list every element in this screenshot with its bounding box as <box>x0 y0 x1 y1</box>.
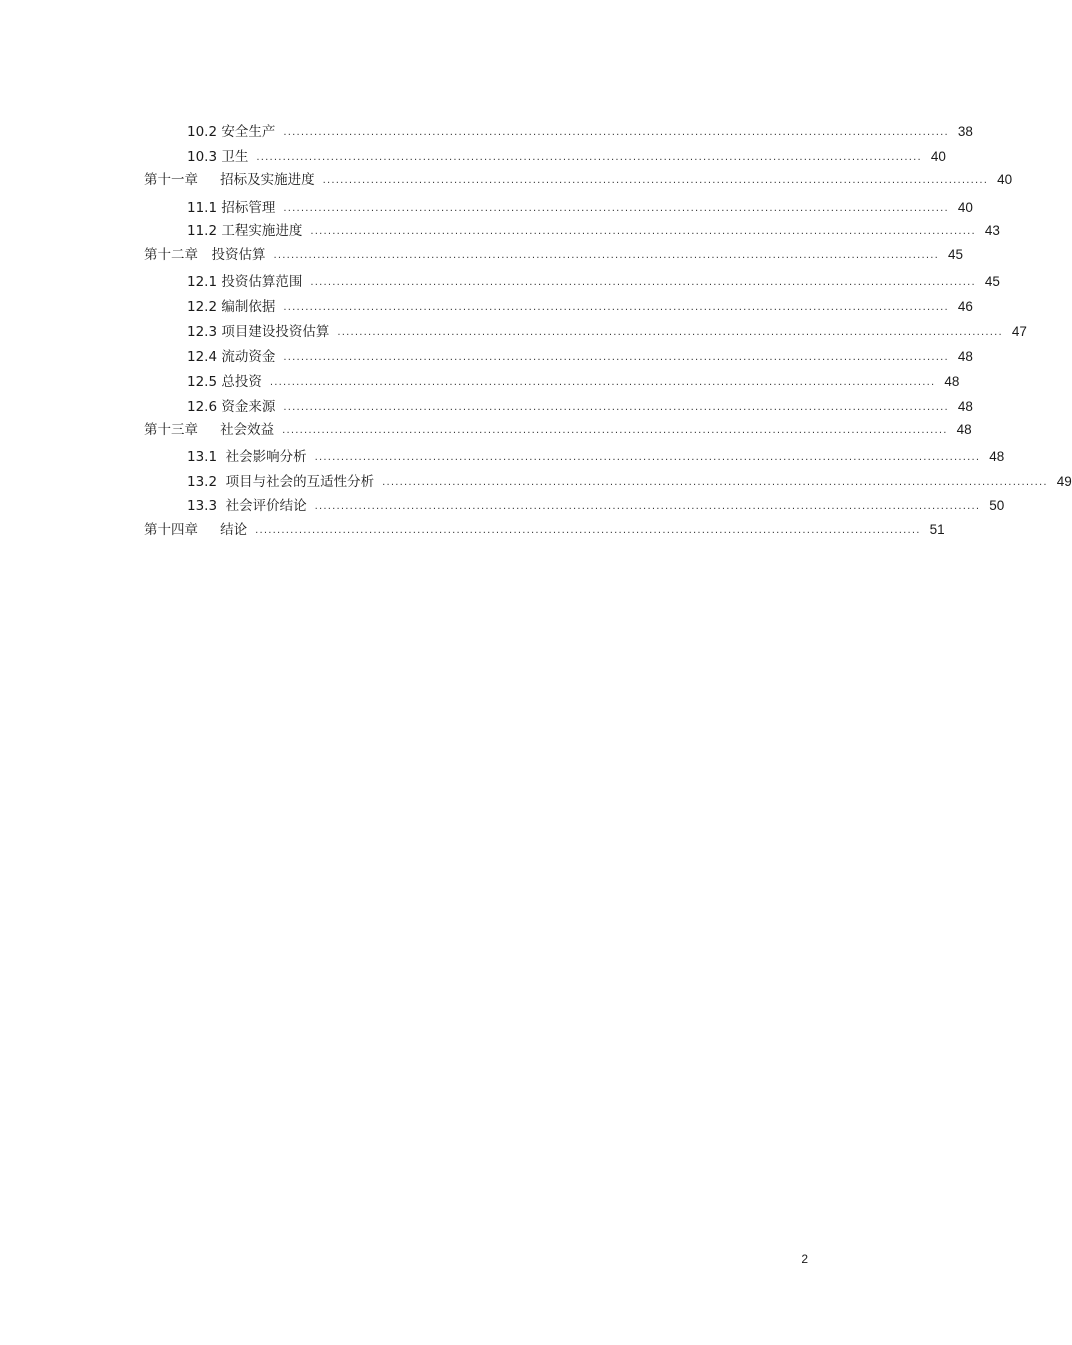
toc-leader-dots: ........................................................................................................................................................ <box>256 152 922 163</box>
toc-entry-page: 40 <box>930 149 946 164</box>
toc-entry-page: 48 <box>989 449 1005 464</box>
toc-entry-page: 48 <box>956 422 972 437</box>
toc-entry-page: 51 <box>929 522 945 537</box>
toc-leader-dots: ........................................................................................................................................................ <box>314 452 981 463</box>
toc-entry-label: 12.4 流动资金 <box>187 349 276 365</box>
toc-entry-page: 43 <box>984 223 1000 238</box>
toc-entry-13-2[interactable] <box>187 471 1072 491</box>
toc-entry-11-2[interactable] <box>187 220 1000 240</box>
toc-entry-page: 40 <box>957 200 973 215</box>
toc-entry-label: 13.3 社会评价结论 <box>187 498 307 514</box>
toc-entry-page: 46 <box>957 299 973 314</box>
toc-leader-dots: ........................................................................................................................................................ <box>382 477 1048 488</box>
toc-entry-label: 12.3 项目建设投资估算 <box>187 324 330 340</box>
toc-entry-chapter-12[interactable] <box>144 244 964 264</box>
toc-leader-dots: ........................................................................................................................................................ <box>283 352 949 363</box>
toc-leader-dots: ........................................................................................................................................................ <box>283 302 949 313</box>
toc-entry-page: 47 <box>1011 324 1027 339</box>
toc-leader-dots: ........................................................................................................................................................ <box>337 327 1003 338</box>
toc-entry-label: 第十三章 社会效益 <box>144 422 275 438</box>
toc-entry-page: 45 <box>948 247 964 262</box>
toc-leader-dots: ........................................................................................................................................................ <box>314 501 981 512</box>
toc-entry-label: 11.1 招标管理 <box>187 200 276 216</box>
toc-leader-dots: ........................................................................................................................................................ <box>310 226 976 237</box>
toc-leader-dots: ........................................................................................................................................................ <box>322 175 989 186</box>
toc-entry-page: 48 <box>944 374 960 389</box>
toc-entry-13-3[interactable] <box>187 495 1005 515</box>
toc-entry-label: 13.2 项目与社会的互适性分析 <box>187 474 375 490</box>
toc-entry-label: 10.2 安全生产 <box>187 124 276 140</box>
toc-entry-12-4[interactable] <box>187 346 973 366</box>
toc-entry-page: 45 <box>984 274 1000 289</box>
toc-leader-dots: ........................................................................................................................................................ <box>255 525 921 536</box>
toc-entry-label: 第十一章 招标及实施进度 <box>144 172 315 188</box>
toc-entry-label: 12.1 投资估算范围 <box>187 274 303 290</box>
toc-entry-12-3[interactable] <box>187 321 1027 341</box>
toc-entry-label: 11.2 工程实施进度 <box>187 223 303 239</box>
toc-entry-chapter-11[interactable] <box>144 169 1013 189</box>
toc-entry-label: 第十四章 结论 <box>144 522 248 538</box>
toc-entry-10-3[interactable] <box>187 146 946 166</box>
page-number: 2 <box>801 1252 808 1266</box>
toc-entry-page: 40 <box>997 172 1013 187</box>
toc-leader-dots: ........................................................................................................................................................ <box>282 425 948 436</box>
toc-entry-page: 38 <box>957 124 973 139</box>
toc-entry-12-2[interactable] <box>187 296 973 316</box>
toc-entry-12-6[interactable] <box>187 396 973 416</box>
toc-leader-dots: ........................................................................................................................................................ <box>283 203 949 214</box>
toc-leader-dots: ........................................................................................................................................................ <box>283 127 949 138</box>
toc-entry-13-1[interactable] <box>187 446 1005 466</box>
table-of-contents <box>0 0 1072 560</box>
toc-entry-label: 10.3 卫生 <box>187 149 249 165</box>
toc-entry-label: 12.6 资金来源 <box>187 399 276 415</box>
toc-entry-label: 13.1 社会影响分析 <box>187 449 307 465</box>
toc-leader-dots: ........................................................................................................................................................ <box>273 250 940 261</box>
toc-entry-page: 50 <box>989 498 1005 513</box>
toc-entry-label: 12.2 编制依据 <box>187 299 276 315</box>
toc-entry-label: 第十二章 投资估算 <box>144 247 266 263</box>
toc-entry-chapter-13[interactable] <box>144 419 972 439</box>
toc-entry-12-1[interactable] <box>187 271 1000 291</box>
toc-entry-11-1[interactable] <box>187 197 973 217</box>
toc-leader-dots: ........................................................................................................................................................ <box>283 402 949 413</box>
toc-entry-10-2[interactable] <box>187 121 973 141</box>
toc-entry-page: 48 <box>957 399 973 414</box>
toc-leader-dots: ........................................................................................................................................................ <box>269 377 936 388</box>
toc-entry-page: 48 <box>957 349 973 364</box>
toc-entry-page: 49 <box>1056 474 1072 489</box>
toc-entry-label: 12.5 总投资 <box>187 374 262 390</box>
toc-leader-dots: ........................................................................................................................................................ <box>310 277 976 288</box>
toc-entry-12-5[interactable] <box>187 371 960 391</box>
toc-entry-chapter-14[interactable] <box>144 519 945 539</box>
